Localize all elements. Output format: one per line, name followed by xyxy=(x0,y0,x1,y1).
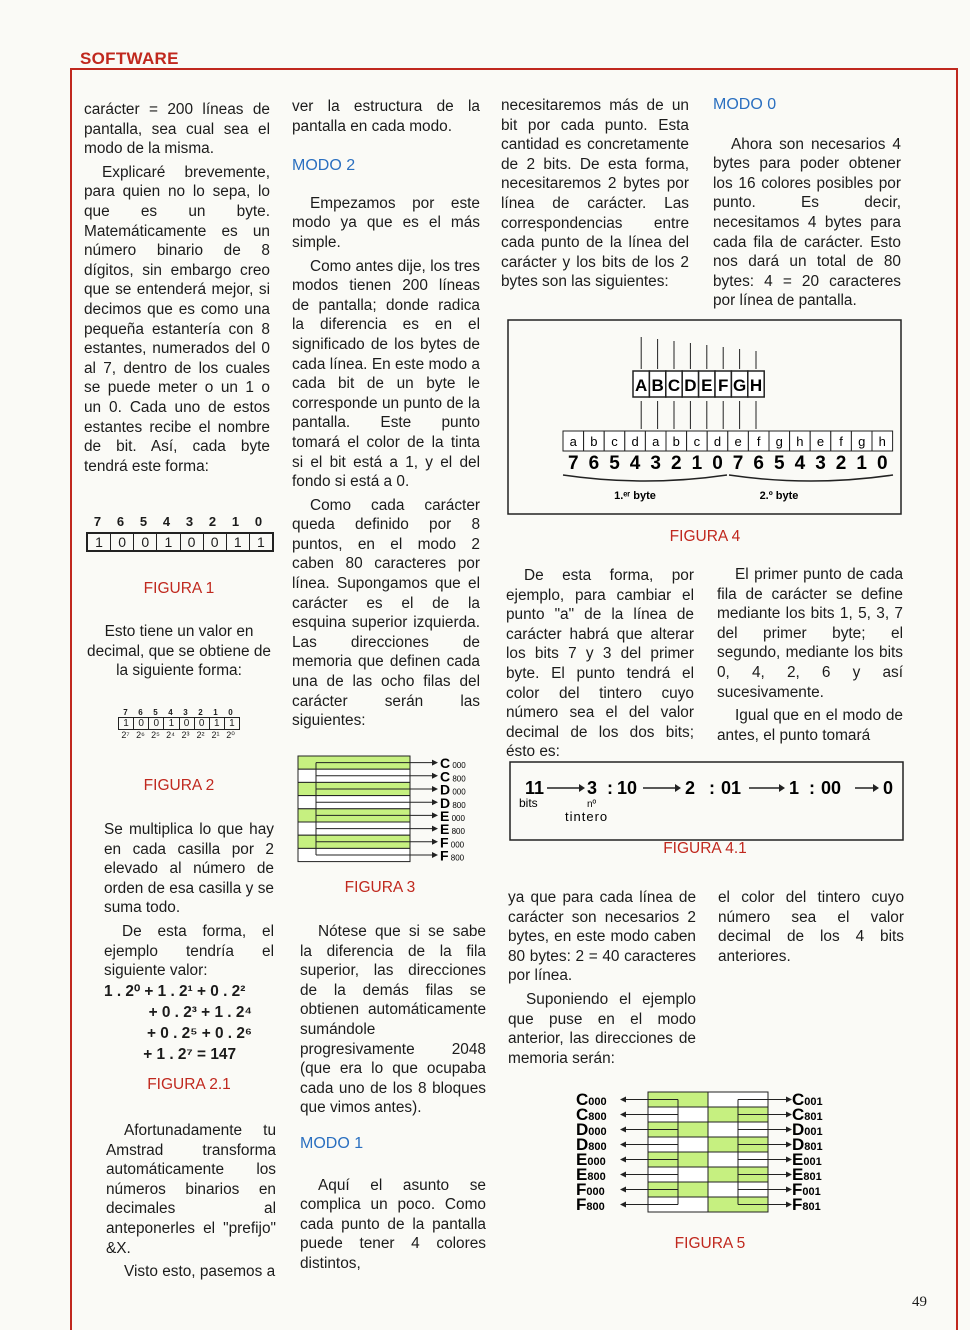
fig1-pos: 3 xyxy=(185,514,194,529)
fig4-bit-number: 5 xyxy=(609,453,620,474)
col1-p1: carácter = 200 líneas de pantalla, sea cual sea el modo de la misma. xyxy=(84,101,270,158)
figure-3 xyxy=(296,752,488,874)
fig4-bit-number: 3 xyxy=(650,453,661,474)
col2-p6: Aquí el asunto se complica un poco. Como cada punto de la pantalla puede tener 4 colores distintos, xyxy=(300,1176,486,1272)
fig41-arrow-head xyxy=(579,784,585,792)
fig2-power: 2² xyxy=(196,730,205,740)
fig3-address: E 000 xyxy=(440,808,465,824)
figure-2 xyxy=(118,708,244,741)
fig2-bit: 0 xyxy=(134,718,149,729)
fig4-bit-number: 7 xyxy=(568,453,579,474)
fig4-bit-number: 1 xyxy=(856,453,867,474)
fig41-value: 2 xyxy=(685,778,696,798)
fig5-right-address: C801 xyxy=(792,1105,823,1124)
fig2-pos: 0 xyxy=(228,708,233,717)
fig41-arrow-head xyxy=(873,784,879,792)
section-header: SOFTWARE xyxy=(80,49,179,68)
fig3-address: E 800 xyxy=(440,821,465,838)
fig1-pos: 7 xyxy=(93,514,102,529)
fig41-value: 3 xyxy=(587,778,598,798)
fig3-arrow-head xyxy=(432,852,438,858)
fig41-value: 11 xyxy=(525,778,545,798)
fig2-pos: 6 xyxy=(138,708,143,717)
column-3-bottom xyxy=(508,888,696,1072)
column-2-bottom xyxy=(300,922,486,1278)
fig2-pos: 1 xyxy=(213,708,218,717)
col1-p3: Esto tiene un valor en decimal, que se obtiene de la siguiente forma: xyxy=(87,623,271,680)
fig2-powers xyxy=(118,730,244,741)
fig41-bits-label: bits xyxy=(519,796,538,810)
col2-p3: Como antes dije, los tres modos tienen 200 líneas de pantalla; donde radica la diferencia es en el significado de los bytes de cada línea. En este modo a cada bit de un byte le corresponde un punto de la pantalla. Este punto tomará el color de la tinta si el bit está a 1, y el del fondo si está a 0. xyxy=(292,257,480,491)
fig4-bit-number: 4 xyxy=(794,453,806,474)
fig2-bit: 0 xyxy=(180,718,195,729)
col4-p1: Ahora son necesarios 4 bytes para poder obtener los 16 colores posibles por punto. Es decir, necesitamos 4 bytes para cada fila de carácter. Esto nos dará un total de 80 bytes: 4 = 20 caracteres por línea de pantalla. xyxy=(713,135,901,310)
fig4-byte2-label: 2.º byte xyxy=(759,490,799,502)
fig41-value: 0 xyxy=(883,778,894,798)
fig5-right-address: E001 xyxy=(792,1150,822,1169)
fig4-bit-letter: c xyxy=(693,434,701,449)
fig5-left-address: D000 xyxy=(576,1120,607,1139)
fig1-byte-box xyxy=(86,532,274,552)
col4-p2: El primer punto de cada fila de carácter se define mediante los bits 1, 5, 3, 7 del primer byte; el segundo, mediante los bits 0, 4, 2, 6 y así sucesivamente. xyxy=(717,566,903,701)
figure-2-1-caption: FIGURA 2.1 xyxy=(147,1076,231,1093)
col3-p1: necesitaremos más de un bit por cada punto. Esta cantidad es concretamente de 2 bits. De esta forma, necesitaremos 2 bytes por línea de carácter. Las correspondencias entre cada punto de la línea del carácter y los bits de los 2 bytes son las siguientes: xyxy=(501,97,689,291)
fig4-brace-2 xyxy=(729,475,893,481)
fig3-arrow-head xyxy=(432,760,438,766)
fig1-bit: 1 xyxy=(88,534,111,550)
column-1 xyxy=(84,100,270,480)
fig41-tintero-label: tintero xyxy=(565,809,609,824)
fig4-point: F xyxy=(718,376,729,395)
fig41-separator: : xyxy=(709,778,715,798)
fig2-pos: 4 xyxy=(168,708,173,717)
fig4-bit-letter: a xyxy=(569,434,577,449)
fig2-power: 2¹ xyxy=(211,730,220,740)
fig4-byte1-label: 1.ᵉʳ byte xyxy=(614,490,656,502)
fig41-arrow-head xyxy=(675,784,681,792)
col4-p3: Igual que en el modo de antes, el punto tomará xyxy=(717,707,903,744)
fig4-point: C xyxy=(667,376,681,395)
fig2-bit: 1 xyxy=(119,718,134,729)
fig1-pos: 5 xyxy=(139,514,148,529)
fig5-right-address: D801 xyxy=(792,1135,823,1154)
fig1-bit: 0 xyxy=(181,534,204,550)
col1-block3 xyxy=(106,1121,276,1286)
fig4-point: H xyxy=(749,376,763,395)
fig2-positions xyxy=(118,708,244,717)
col3-p2: De esta forma, por ejemplo, para cambiar el punto "a" de la línea de carácter habrá que alterar los bits 7 y 3 del primer byte. El punto tendrá el color del tintero cuyo número sea el del valor decimal de los dos bits; ésto es: xyxy=(506,567,694,761)
fig3-arrow-head xyxy=(432,799,438,805)
fig2-pos: 2 xyxy=(198,708,203,717)
column-3-mid xyxy=(506,566,694,766)
fig1-bit: 0 xyxy=(204,534,227,550)
fig41-arrow-head xyxy=(779,784,785,792)
fig4-bit-letter: b xyxy=(672,434,680,449)
fig2-power: 2³ xyxy=(181,730,190,740)
fig5-left-address: C800 xyxy=(576,1105,607,1124)
fig4-bit-number: 6 xyxy=(588,453,600,474)
col1-p6: Afortunadamente tu Amstrad transforma automáticamente los números binarios en decimales al anteponerles el "prefijo" &X. xyxy=(106,1122,276,1257)
fig4-bit-letter: b xyxy=(590,434,598,449)
fig4-bit-letter: f xyxy=(756,434,761,449)
formula-line: + 0 . 2³ + 1 . 2⁴ xyxy=(148,1004,252,1021)
fig1-bit: 1 xyxy=(227,534,250,550)
page-number: 49 xyxy=(912,1294,927,1310)
fig2-bit: 1 xyxy=(210,718,225,729)
fig41-frame xyxy=(510,762,903,840)
fig41-value: 00 xyxy=(821,778,842,798)
fig41-separator: : xyxy=(809,778,815,798)
fig5-right-address: E801 xyxy=(792,1165,822,1184)
fig4-point: G xyxy=(732,376,747,395)
fig5-left-address: E800 xyxy=(576,1165,606,1184)
fig4-bit-number: 2 xyxy=(671,453,682,474)
col1-block2 xyxy=(104,820,274,985)
fig4-bit-number: 6 xyxy=(753,453,764,474)
fig4-bit-letter: h xyxy=(796,434,804,449)
fig5-arrow-head-left xyxy=(620,1127,626,1133)
fig41-value: 10 xyxy=(617,778,638,798)
fig3-arrow-head xyxy=(432,839,438,845)
fig41-n-label: nº xyxy=(587,799,597,810)
fig2-power: 2⁴ xyxy=(166,730,175,740)
fig1-bit: 0 xyxy=(111,534,134,550)
fig41-value: 1 xyxy=(789,778,800,798)
fig5-arrow-head-left xyxy=(620,1187,626,1193)
fig2-bit: 0 xyxy=(195,718,210,729)
formula-line: + 1 . 2⁷ = 147 xyxy=(143,1046,236,1063)
figure-5-caption: FIGURA 5 xyxy=(674,1235,746,1252)
fig5-right-address: F801 xyxy=(792,1195,821,1214)
fig5-left-address: C000 xyxy=(576,1090,607,1109)
fig4-bit-number: 2 xyxy=(835,453,847,474)
figure-5 xyxy=(574,1086,844,1218)
fig4-bit-letter: e xyxy=(734,434,742,449)
fig3-address: D 000 xyxy=(440,781,466,798)
fig4-bit-number: 4 xyxy=(629,453,641,474)
fig4-bit-number: 1 xyxy=(691,453,703,474)
col2-p5: Nótese que si se sabe la diferencia de la fila superior, las direcciones de la demás filas se obtienen automáticamente sumándole progresivamente 2048 (que era lo que ocupaba cada uno de los 8 bloques que vimos antes). xyxy=(300,923,486,1117)
fig1-bit: 0 xyxy=(134,534,157,550)
fig4-point: E xyxy=(701,376,713,395)
fig5-arrow-head-left xyxy=(620,1172,626,1178)
col4-p4: el color del tintero cuyo número sea el valor decimal de los 4 bits anteriores. xyxy=(718,889,904,965)
fig1-pos: 1 xyxy=(231,514,240,529)
fig5-left-address: D800 xyxy=(576,1135,607,1154)
fig2-pos: 3 xyxy=(183,708,188,717)
fig1-positions xyxy=(86,514,276,529)
figure-4-caption: FIGURA 4 xyxy=(669,528,741,545)
figure-4-1-caption: FIGURA 4.1 xyxy=(663,840,747,857)
fig1-pos: 4 xyxy=(162,514,171,529)
fig5-arrow-head-left xyxy=(620,1142,626,1148)
fig4-point: B xyxy=(651,376,664,395)
fig2-power: 2⁰ xyxy=(226,730,235,740)
fig1-pos: 6 xyxy=(116,514,125,529)
modo-2-heading: MODO 2 xyxy=(292,157,356,175)
fig4-bit-letter: g xyxy=(775,434,783,449)
col1-p3-wrap xyxy=(84,622,274,685)
figure-1 xyxy=(86,514,276,552)
fig4-bit-letter: c xyxy=(611,434,618,449)
modo-1-heading: MODO 1 xyxy=(300,1134,364,1152)
fig5-right-address: F001 xyxy=(792,1180,821,1199)
fig1-pos: 0 xyxy=(254,514,263,529)
column-3-top xyxy=(501,96,689,296)
fig3-address: C 000 xyxy=(440,755,466,772)
fig2-bit: 0 xyxy=(149,718,164,729)
fig4-bit-number: 5 xyxy=(774,453,785,474)
fig4-bit-letter: g xyxy=(858,434,866,449)
col1-p7: Visto esto, pasemos a xyxy=(124,1263,276,1281)
fig5-arrow-head-left xyxy=(620,1112,626,1118)
fig4-bit-letter: a xyxy=(652,434,660,449)
fig1-bit: 1 xyxy=(157,534,180,550)
fig4-frame xyxy=(508,320,901,514)
fig4-bit-number: 3 xyxy=(815,453,826,474)
fig2-pos: 5 xyxy=(153,708,158,717)
fig5-arrow-head-left xyxy=(620,1157,626,1163)
fig4-bit-letter: f xyxy=(839,434,843,449)
formula-line: + 0 . 2⁵ + 0 . 2⁶ xyxy=(146,1025,252,1042)
fig3-arrow-head xyxy=(432,786,438,792)
column-4-mid xyxy=(717,565,903,749)
fig4-point: D xyxy=(684,376,697,395)
col1-p2: Explicaré brevemente, para quien no lo sepa, lo que es un byte. Matemáticamente es un número binario de 8 dígitos, sin embargo creo que se entenderá mejor, si decimos que es como una pequeña estantería con 8 estantes, numerados del 0 al 7, dentro de los cuales se puede meter o un 1 o un 0. Cada uno de estos estantes recibe el nombre de bit. Así, cada byte tendrá este forma: xyxy=(84,163,270,475)
fig4-bit-number: 0 xyxy=(877,453,888,474)
fig5-left-address: E000 xyxy=(576,1150,606,1169)
fig2-pos: 7 xyxy=(123,708,128,717)
col3-p3: ya que para cada línea de carácter son necesarios 2 bytes, en este modo caben 80 bytes: 2 = 40 caracteres por línea. xyxy=(508,889,696,985)
fig2-power: 2⁷ xyxy=(121,730,130,740)
formula-line: 1 . 2⁰ + 1 . 2¹ + 0 . 2² xyxy=(104,983,246,1000)
fig5-left-address: F800 xyxy=(576,1195,605,1214)
col3-p4: Suponiendo el ejemplo que puse en el modo anterior, las direcciones de memoria serán: xyxy=(508,990,696,1067)
figure-2-caption: FIGURA 2 xyxy=(143,777,215,794)
fig2-power: 2⁶ xyxy=(136,730,145,740)
fig4-point: A xyxy=(635,376,648,395)
fig41-value: 01 xyxy=(721,778,742,798)
fig3-address: F 800 xyxy=(440,847,465,864)
fig5-right-address: D001 xyxy=(792,1120,823,1139)
fig4-bit-number: 7 xyxy=(732,453,744,474)
fig3-address: D 800 xyxy=(440,794,466,811)
column-4-bottom xyxy=(718,888,904,970)
fig4-bit-letter: d xyxy=(713,434,722,449)
figure-4 xyxy=(507,319,903,517)
fig3-arrow-head xyxy=(432,826,438,832)
column-2-top xyxy=(292,97,480,735)
formula xyxy=(96,981,272,1065)
column-4-top xyxy=(713,95,901,315)
fig4-bit-letter: d xyxy=(631,434,639,449)
fig2-power: 2⁵ xyxy=(151,730,160,740)
fig3-address: C 800 xyxy=(440,768,466,785)
figure-1-caption: FIGURA 1 xyxy=(143,580,215,597)
col2-p2: Empezamos por este modo ya que es el más simple. xyxy=(292,194,480,251)
modo-0-heading: MODO 0 xyxy=(713,96,777,113)
col2-p4: Como cada carácter queda definido por 8 puntos, en el modo 2 caben 80 caracteres por línea. Supongamos que el carácter es el de la esquina superior izquierda. Las direcciones de memoria que definen cada una de las ocho filas del carácter serán las siguientes: xyxy=(292,496,480,730)
fig3-arrow-head xyxy=(432,812,438,818)
fig2-bit: 1 xyxy=(229,718,235,729)
col2-p1: ver la estructura de la pantalla en cada modo. xyxy=(292,98,480,135)
fig1-bit: 1 xyxy=(257,534,265,550)
fig41-separator: : xyxy=(607,778,613,798)
fig4-bit-letter: h xyxy=(878,434,886,449)
figure-3-caption: FIGURA 3 xyxy=(344,879,416,896)
fig2-byte-box xyxy=(118,717,240,730)
figure-4-1 xyxy=(509,761,905,843)
col1-p5: De esta forma, el ejemplo tendría el siguiente valor: xyxy=(104,922,274,980)
fig5-arrow-head-left xyxy=(620,1202,626,1208)
fig2-bit: 1 xyxy=(164,718,179,729)
fig1-pos: 2 xyxy=(208,514,217,529)
fig5-left-address: F000 xyxy=(576,1180,605,1199)
fig4-bit-number: 0 xyxy=(712,453,723,474)
fig3-address: F 000 xyxy=(440,834,465,851)
fig4-brace-1 xyxy=(563,475,727,481)
col1-p4: Se multiplica lo que hay en cada casilla por 2 elevado al número de orden de esa casilla y se suma todo. xyxy=(104,821,274,917)
fig5-right-address: C001 xyxy=(792,1090,823,1109)
fig5-arrow-head-left xyxy=(620,1097,626,1103)
fig3-arrow-head xyxy=(432,773,438,779)
fig4-bit-letter: e xyxy=(816,434,825,449)
